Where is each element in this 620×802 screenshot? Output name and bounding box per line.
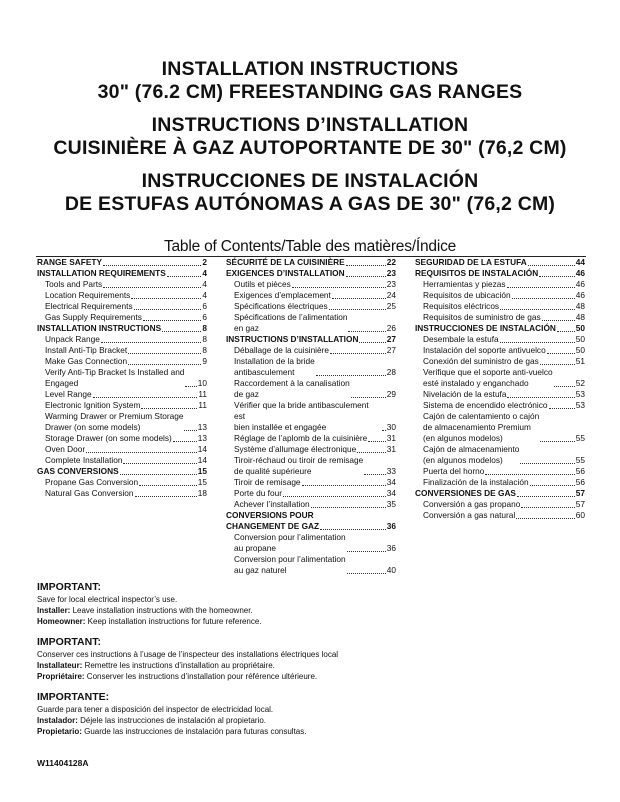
toc-entry-page: 6 — [202, 312, 207, 322]
toc-entry-page: 13 — [197, 422, 207, 432]
toc-entry-label: Conexión del suministro de gas — [423, 356, 539, 366]
toc-entry-page: 11 — [198, 400, 207, 410]
toc-entry-label: Level Range — [45, 389, 92, 399]
toc-entry — [37, 279, 207, 290]
toc-entry-label: Installation de la bride antibasculement — [234, 356, 315, 377]
note-line: Propietario: Guarde las instrucciones de instalación para futuras consultas. — [37, 727, 307, 736]
toc-entry-page: 27 — [386, 334, 396, 344]
toc-entry-label: Vérifier que la bride antibasculement est bien installée et engagée — [234, 400, 369, 432]
toc-entry-page: 57 — [575, 488, 585, 498]
toc-entry-label: Complete Installation — [45, 455, 123, 465]
toc-entry-label: Propane Gas Conversion — [45, 477, 139, 487]
dot-leader — [542, 320, 575, 321]
toc-entry-page: 15 — [197, 477, 207, 487]
toc-entry-page: 50 — [575, 334, 585, 344]
toc-entry-label: Storage Drawer (on some models) — [45, 433, 172, 443]
toc-entry-page: 29 — [386, 389, 396, 399]
toc-entry — [415, 389, 585, 400]
toc-entry-label: REQUISITOS DE INSTALACIÓN — [415, 268, 539, 278]
dot-leader — [162, 331, 201, 332]
toc-entry-page: 10 — [197, 378, 207, 388]
toc-entry-page: 13 — [197, 433, 207, 443]
toc-entry — [226, 312, 396, 334]
toc-entry-label: Raccordement à la canalisation de gaz — [234, 378, 350, 399]
dot-leader — [517, 496, 575, 497]
toc-entry-label: INSTRUCTIONS D’INSTALLATION — [226, 334, 359, 344]
toc-entry-page: 46 — [575, 279, 585, 289]
toc-entry — [415, 466, 585, 477]
toc-entry-page: 8 — [202, 323, 207, 333]
toc-entry — [226, 378, 396, 400]
toc-entry-page: 14 — [197, 455, 207, 465]
toc-entry-page: 4 — [202, 290, 207, 300]
dot-leader — [139, 485, 197, 486]
dot-leader — [528, 265, 575, 266]
toc-entry — [37, 488, 207, 499]
toc-entry-page: 56 — [575, 466, 585, 476]
toc-entry-label: Verifique que el soporte anti-vuelco esté instalado y enganchado — [423, 367, 553, 388]
note-line: Propriétaire: Conserver les instructions d’installation pour référence ultérieure. — [37, 672, 318, 681]
note-english — [37, 581, 587, 627]
note-french — [37, 636, 587, 682]
toc-entry-page: 31 — [386, 433, 396, 443]
toc-entry-label: Spécifications de l’alimentation en gaz — [234, 312, 348, 333]
toc-entry-label: CONVERSIONS POUR CHANGEMENT DE GAZ — [226, 510, 320, 531]
toc-entry-page: 36 — [386, 521, 396, 531]
toc-entry — [415, 411, 585, 444]
dot-leader — [101, 342, 201, 343]
toc-entry — [226, 488, 396, 499]
toc-entry-page: 33 — [386, 466, 396, 476]
dot-leader — [512, 298, 575, 299]
toc-entry-label: Install Anti-Tip Bracket — [45, 345, 128, 355]
toc-entry-label: INSTALLATION REQUIREMENTS — [37, 268, 166, 278]
dot-leader — [167, 276, 202, 277]
dot-leader — [540, 364, 575, 365]
toc-entry-page: 25 — [386, 301, 396, 311]
dot-leader — [128, 353, 201, 354]
toc-entry-label: EXIGENCES D’INSTALLATION — [226, 268, 345, 278]
toc-entry — [415, 279, 585, 290]
toc-entry-page: 46 — [575, 290, 585, 300]
dot-leader — [329, 309, 386, 310]
toc-entry-label: Tiroir de remisage — [234, 477, 301, 487]
toc-entry-page: 22 — [386, 257, 396, 267]
toc-entry-label: Warming Drawer or Premium Storage Drawer (on some models) — [45, 411, 184, 432]
toc-section-entry — [226, 334, 396, 345]
toc-entry — [37, 400, 207, 411]
toc-entry — [415, 477, 585, 488]
toc-entry-label: Electrical Requirements — [45, 301, 133, 311]
toc-entry — [226, 356, 396, 378]
toc-entry-page: 26 — [386, 323, 396, 333]
dot-leader — [185, 386, 196, 387]
dot-leader — [485, 474, 574, 475]
toc-entry — [37, 411, 207, 433]
toc-entry-label: Location Requirements — [45, 290, 131, 300]
toc-entry-label: INSTRUCCIONES DE INSTALACIÓN — [415, 323, 556, 333]
toc-entry — [415, 400, 585, 411]
toc-entry-label: Natural Gas Conversion — [45, 488, 134, 498]
toc-entry-page: 52 — [575, 378, 585, 388]
toc-entry-label: SEGURIDAD DE LA ESTUFA — [415, 257, 527, 267]
toc-entry-label: CONVERSIONES DE GAS — [415, 488, 516, 498]
dot-leader — [500, 342, 575, 343]
toc-entry — [37, 345, 207, 356]
toc-entry-page: 28 — [386, 367, 396, 377]
toc-section-entry — [37, 466, 207, 477]
toc-entry-label: Requisitos de suministro de gas — [423, 312, 541, 322]
toc-entry — [226, 345, 396, 356]
dot-leader — [346, 265, 386, 266]
dot-leader — [302, 485, 386, 486]
toc-entry-page: 18 — [197, 488, 207, 498]
toc-entry-label: Conversion pour l’alimentation au gaz naturel — [234, 554, 346, 575]
toc-entry-label: Conversion pour l’alimentation au propane — [234, 532, 346, 553]
dot-leader — [382, 430, 386, 431]
toc-entry — [37, 301, 207, 312]
note-heading: IMPORTANTE: — [37, 691, 110, 703]
toc-entry-label: Instalación del soporte antivuelco — [423, 345, 546, 355]
toc-entry-label: Verify Anti-Tip Bracket Is Installed and Engaged — [45, 367, 185, 388]
dot-leader — [311, 507, 386, 508]
note-line: Instalador: Déjele las instrucciones de instalación al propietario. — [37, 716, 267, 725]
toc-entry — [37, 290, 207, 301]
toc-entry-page: 56 — [575, 477, 585, 487]
toc-entry-label: Achever l’installation — [234, 499, 310, 509]
toc-entry-label: Cajón de almacenamiento (en algunos modelos) — [423, 444, 520, 465]
toc-entry — [226, 499, 396, 510]
note-heading: IMPORTANT: — [37, 581, 101, 593]
dot-leader — [507, 397, 574, 398]
toc-column-french — [226, 257, 396, 576]
toc-entry — [37, 389, 207, 400]
toc-entry-label: Unpack Range — [45, 334, 100, 344]
dot-leader — [120, 474, 197, 475]
toc-entry — [37, 356, 207, 367]
toc-column-english — [37, 257, 207, 499]
dot-leader — [103, 265, 201, 266]
toc-entry-page: 51 — [575, 356, 585, 366]
toc-entry-page: 48 — [575, 301, 585, 311]
dot-leader — [507, 287, 575, 288]
toc-entry-label: Gas Supply Requirements — [45, 312, 142, 322]
toc-entry-label: Requisitos de ubicación — [423, 290, 511, 300]
title-es-line1: INSTRUCCIONES DE INSTALACIÓN — [141, 170, 479, 192]
toc-entry-label: SÉCURITÉ DE LA CUISINIÈRE — [226, 257, 345, 267]
toc-entry-page: 23 — [386, 268, 396, 278]
toc-entry — [226, 532, 396, 554]
toc-entry-page: 57 — [575, 499, 585, 509]
toc-entry-page: 2 — [202, 257, 207, 267]
toc-entry-label: Make Gas Connection — [45, 356, 128, 366]
toc-entry — [37, 444, 207, 455]
title-en-line1: INSTALLATION INSTRUCTIONS — [161, 58, 459, 80]
toc-entry-page: 31 — [386, 444, 396, 454]
toc-entry-page: 53 — [575, 400, 585, 410]
dot-leader — [320, 529, 386, 530]
dot-leader — [368, 441, 385, 442]
title-en-line2: 30" (76.2 CM) FREESTANDING GAS RANGES — [97, 81, 523, 103]
toc-entry — [37, 433, 207, 444]
toc-entry-page: 8 — [202, 334, 207, 344]
dot-leader — [364, 474, 385, 475]
toc-entry — [226, 455, 396, 477]
toc-entry — [415, 499, 585, 510]
note-line: Homeowner: Keep installation instructions for future reference. — [37, 617, 262, 626]
toc-entry-label: Conversión a gas propano — [423, 499, 521, 509]
toc-entry-label: RANGE SAFETY — [37, 257, 102, 267]
toc-heading: Table of Contents/Table des matières/Índice — [163, 238, 457, 255]
title-fr-line2: CUISINIÈRE À GAZ AUTOPORTANTE DE 30" (76,2 CM) — [53, 137, 567, 159]
toc-entry-page: 24 — [386, 290, 396, 300]
note-line: Conserver ces instructions à l’usage de l’inspecteur des installations électriques local — [37, 650, 339, 659]
dot-leader — [547, 353, 575, 354]
toc-entry-label: Desembale la estufa — [423, 334, 499, 344]
toc-entry-label: Puerta del horno — [423, 466, 485, 476]
toc-entry-page: 60 — [575, 510, 585, 520]
toc-entry-label: GAS CONVERSIONS — [37, 466, 119, 476]
toc-entry-page: 15 — [197, 466, 207, 476]
toc-entry-page: 14 — [197, 444, 207, 454]
dot-leader — [521, 507, 574, 508]
dot-leader — [143, 320, 202, 321]
note-line: Installateur: Remettre les instructions d’installation au propriétaire. — [37, 661, 275, 670]
toc-section-entry — [226, 257, 396, 268]
dot-leader — [332, 298, 386, 299]
toc-entry-page: 35 — [386, 499, 396, 509]
notes-section — [37, 572, 587, 737]
toc-entry-label: Système d’allumage électronique — [234, 444, 357, 454]
toc-section-entry — [37, 323, 207, 334]
toc-entry-page: 55 — [575, 455, 585, 465]
toc-entry-page: 30 — [386, 422, 396, 432]
dot-leader — [348, 331, 385, 332]
toc-entry-page: 36 — [386, 543, 396, 553]
toc-entry-page: 34 — [386, 488, 396, 498]
toc-entry — [226, 433, 396, 444]
toc-entry — [415, 290, 585, 301]
toc-entry-label: Conversión a gas natural — [423, 510, 516, 520]
toc-entry — [37, 477, 207, 488]
toc-entry-label: Cajón de calentamiento o cajón de almacenamiento Premium (en algunos modelos) — [423, 411, 540, 443]
note-line: Guarde para tener a disposición del inspector de electricidad local. — [37, 705, 274, 714]
toc-entry — [226, 290, 396, 301]
dot-leader — [128, 364, 201, 365]
dot-leader — [184, 430, 196, 431]
toc-entry-page: 34 — [386, 477, 396, 487]
toc-entry-page: 11 — [198, 389, 207, 399]
dot-leader — [346, 276, 386, 277]
document-number: W11404128A — [37, 758, 89, 768]
dot-leader — [554, 386, 575, 387]
dot-leader — [359, 342, 385, 343]
dot-leader — [520, 463, 574, 464]
toc-column-spanish — [415, 257, 585, 521]
toc-entry-label: Tools and Parts — [45, 279, 103, 289]
toc-entry-page: 8 — [202, 345, 207, 355]
toc-entry-label: Requisitos eléctricos — [423, 301, 500, 311]
toc-section-entry — [415, 323, 585, 334]
toc-entry-label: Déballage de la cuisinière — [234, 345, 330, 355]
dot-leader — [316, 375, 386, 376]
toc-entry — [415, 367, 585, 389]
dot-leader — [283, 496, 386, 497]
toc-entry — [415, 444, 585, 466]
dot-leader — [557, 331, 575, 332]
title-fr-line1: INSTRUCTIONS D’INSTALLATION — [151, 114, 469, 136]
toc-entry — [37, 367, 207, 389]
toc-entry-label: Exigences d’emplacement — [234, 290, 331, 300]
toc-entry-label: Oven Door — [45, 444, 86, 454]
dot-leader — [103, 287, 201, 288]
toc-entry-label: Porte du four — [234, 488, 282, 498]
toc-entry-page: 4 — [202, 268, 207, 278]
toc-entry-page: 4 — [202, 279, 207, 289]
dot-leader — [141, 408, 197, 409]
toc-entry-page: 55 — [575, 433, 585, 443]
title-block — [0, 58, 620, 216]
title-es-line2: DE ESTUFAS AUTÓNOMAS A GAS DE 30" (76,2 CM) — [64, 193, 556, 215]
dot-leader — [292, 287, 386, 288]
toc-entry — [415, 356, 585, 367]
toc-entry-page: 6 — [202, 301, 207, 311]
toc-entry-label: Nivelación de la estufa — [423, 389, 507, 399]
toc-entry — [415, 312, 585, 323]
toc-section-entry — [415, 488, 585, 499]
toc-entry — [415, 334, 585, 345]
dot-leader — [540, 441, 575, 442]
dot-leader — [173, 441, 197, 442]
note-spanish — [37, 691, 587, 737]
dot-leader — [539, 276, 575, 277]
toc-entry — [37, 312, 207, 323]
toc-section-entry — [37, 268, 207, 279]
dot-leader — [93, 397, 198, 398]
dot-leader — [516, 518, 575, 519]
dot-leader — [500, 309, 575, 310]
toc-entry-label: Herramientas y piezas — [423, 279, 506, 289]
toc-entry-page: 46 — [575, 268, 585, 278]
toc-entry-page: 27 — [386, 345, 396, 355]
toc-entry — [415, 510, 585, 521]
toc-entry-label: Sistema de encendido electrónico — [423, 400, 548, 410]
toc-section-entry — [415, 257, 585, 268]
note-heading: IMPORTANT: — [37, 636, 101, 648]
dot-leader — [330, 353, 386, 354]
toc-entry — [226, 400, 396, 433]
dot-leader — [530, 485, 575, 486]
toc-section-entry — [226, 268, 396, 279]
toc-entry-label: Outils et pièces — [234, 279, 291, 289]
toc-entry-label: Spécifications électriques — [234, 301, 328, 311]
toc-section-entry — [37, 257, 207, 268]
toc-entry-page: 23 — [386, 279, 396, 289]
toc-entry-page: 40 — [386, 565, 396, 575]
dot-leader — [123, 463, 196, 464]
toc-entry-label: Electronic Ignition System — [45, 400, 141, 410]
dot-leader — [86, 452, 197, 453]
toc-entry-page: 50 — [575, 345, 585, 355]
note-line: Save for local electrical inspector’s use. — [37, 595, 178, 604]
dot-leader — [134, 309, 202, 310]
toc-entry-page: 44 — [575, 257, 585, 267]
dot-leader — [351, 397, 386, 398]
toc-entry — [226, 444, 396, 455]
dot-leader — [131, 298, 201, 299]
toc-entry — [226, 301, 396, 312]
toc-entry — [415, 345, 585, 356]
dot-leader — [549, 408, 575, 409]
toc-entry — [37, 455, 207, 466]
dot-leader — [347, 551, 386, 552]
dot-leader — [135, 496, 197, 497]
toc-entry-label: INSTALLATION INSTRUCTIONS — [37, 323, 162, 333]
toc-entry — [226, 477, 396, 488]
toc-entry-label: Réglage de l’aplomb de la cuisinière — [234, 433, 368, 443]
toc-entry — [415, 301, 585, 312]
toc-entry-page: 50 — [575, 323, 585, 333]
toc-entry-label: Tiroir-réchaud ou tiroir de remisage de qualité supérieure — [234, 455, 364, 476]
toc-entry-page: 53 — [575, 389, 585, 399]
toc-entry-page: 9 — [202, 356, 207, 366]
note-line: Installer: Leave installation instructions with the homeowner. — [37, 606, 253, 615]
toc-entry-label: Finalización de la instalación — [423, 477, 529, 487]
toc-section-entry — [415, 268, 585, 279]
toc-section-entry — [226, 510, 396, 532]
toc-entry-page: 48 — [575, 312, 585, 322]
toc-entry — [226, 279, 396, 290]
toc-entry — [37, 334, 207, 345]
dot-leader — [357, 452, 386, 453]
